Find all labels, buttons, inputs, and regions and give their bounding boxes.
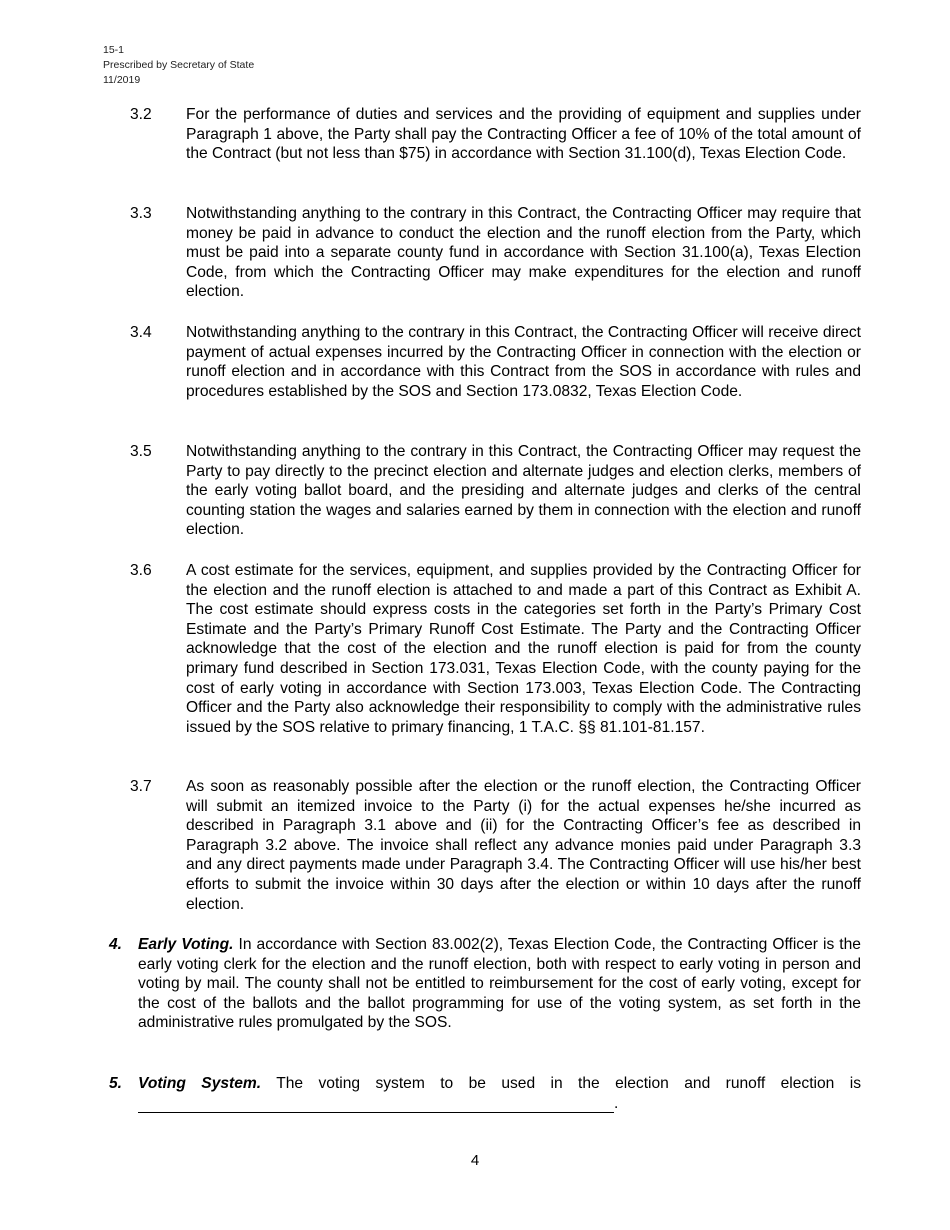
section-body: In accordance with Section 83.002(2), Texas Election Code, the Contracting Officer is the early voting clerk for the election and the runoff election, both with respect to early voting in person and voting by mail. The county shall not be entitled to reimbursement for the cost of early voting, except for the cost of the ballots and the ballot programming for use of the voting system, as set forth in the administrative rules promulgated by the SOS. [138,936,861,1032]
form-date: 11/2019 [103,74,141,86]
voting-system-blank [138,1094,861,1114]
section-voting-system [109,1074,861,1113]
paragraph-3-6 [130,561,861,737]
paragraph-text: Notwithstanding anything to the contrary in this Contract, the Contracting Officer may require that money be paid in advance to conduct the election and the runoff election from the Party, which must be paid into a separate county fund in accordance with Section 31.100(a), Texas Election Code, from which the Contracting Officer may make expenditures for the election and runoff election. [186,205,861,301]
paragraph-number: 3.6 [130,562,152,579]
paragraph-3-2 [130,105,861,164]
paragraph-number: 3.7 [130,778,152,795]
paragraph-text: As soon as reasonably possible after the election or the runoff election, the Contracting Officer will submit an itemized invoice to the Party (i) for the actual expenses he/she incurred as described in Paragraph 3.1 above and (ii) for the Contracting Officer’s fee as described in Paragraph 3.2 above. The invoice shall reflect any advance monies paid under Paragraph 3.3 and any direct payments made under Paragraph 3.4. The Contracting Officer will use his/her best efforts to submit the invoice within 30 days after the election or within 10 days after the runoff election. [186,778,861,913]
form-header [103,43,254,88]
section-text [138,1074,861,1094]
paragraph-number: 3.5 [130,443,152,460]
paragraph-text: A cost estimate for the services, equipment, and supplies provided by the Contracting Officer for the election and the runoff election is attached to and made a part of this Contract as Exhibit A. The cost estimate should express costs in the categories set forth in the Party’s Primary Cost Estimate and the Party’s Primary Runoff Cost Estimate. The Party and the Contracting Officer acknowledge that the cost of the election and the runoff election is paid for from the county primary fund described in Section 173.031, Texas Election Code, with the county paying for the cost of early voting in accordance with Section 173.003, Texas Election Code. The Contracting Officer and the Party also acknowledge their responsibility to comply with the administrative rules issued by the SOS relative to primary financing, 1 T.A.C. §§ 81.101-81.157. [186,562,861,736]
paragraph-text: Notwithstanding anything to the contrary in this Contract, the Contracting Officer may request the Party to pay directly to the precinct election and alternate judges and election clerks, members of the early voting ballot board, and the presiding and alternate judges and clerks of the central counting station the wages and salaries earned by them in connection with the election and runoff election. [186,443,861,539]
section-early-voting [109,935,861,1033]
section-title: Early Voting. [138,936,234,953]
section-text [138,935,861,1033]
page-number: 4 [470,1152,480,1169]
section-number: 4. [109,936,123,953]
paragraph-3-5 [130,442,861,540]
paragraph-3-7 [130,777,861,914]
paragraph-text: For the performance of duties and services and the providing of equipment and supplies under Paragraph 1 above, the Party shall pay the Contracting Officer a fee of 10% of the total amount of the Contract (but not less than $75) in accordance with Section 31.100(d), Texas Election Code. [186,106,861,163]
section-number: 5. [109,1075,123,1092]
section-body: The voting system to be used in the election and runoff election is [261,1075,861,1092]
paragraph-number: 3.3 [130,205,152,222]
prescribed-by: Prescribed by Secretary of State [103,59,255,71]
paragraph-3-3 [130,204,861,302]
fill-in-blank-line [138,1096,614,1113]
paragraph-number: 3.4 [130,324,152,341]
paragraph-text: Notwithstanding anything to the contrary in this Contract, the Contracting Officer will receive direct payment of actual expenses incurred by the Contracting Officer in connection with the election or runoff election and in accordance with this Contract from the SOS in accordance with rules and procedures established by the SOS and Section 173.0832, Texas Election Code. [186,324,861,400]
form-number: 15-1 [103,44,125,56]
section-title: Voting System. [138,1075,262,1092]
blank-period: . [614,1094,619,1112]
paragraph-number: 3.2 [130,106,152,123]
paragraph-3-4 [130,323,861,401]
